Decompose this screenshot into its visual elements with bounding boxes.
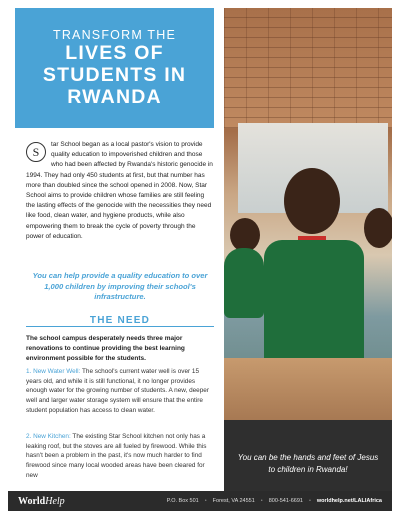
need-item-text: The school's current water well is over 15 years old, and while it is still functional, it no longer provides enough water for the growing number of students. A new, deeper well and larger water storage system will ensure that the entire student population has access to clean water.	[26, 368, 209, 414]
title-line-1: TRANSFORM THE	[52, 28, 176, 42]
need-item-water-well	[26, 367, 214, 416]
student-body-center	[264, 240, 364, 370]
intro-text: tar School began as a local pastor's vision to provide quality education to impoverished children and those who had been affected by Rwanda's historic genocide in 1994. They had only 450 students at first, but that number has more than doubled since the school opened in 2008. Now, Star School aims to provide children whose families are still feeling the lasting effects of the genocide with the necessities they need like food, clean water, and hygiene products, while also empowering them to break the cycle of poverty through the power of education.	[26, 141, 213, 240]
title-line-2: LIVES OF	[65, 42, 164, 64]
title-line-3: STUDENTS IN	[42, 64, 187, 86]
footer-separator: •	[308, 498, 311, 504]
classroom-desk	[224, 358, 392, 420]
callout-quote: You can help provide a quality education to over 1,000 children by improving their school's infrastructure.	[32, 271, 208, 301]
worldhelp-logo	[18, 496, 65, 507]
photo-caption: You can be the hands and feet of Jesus to children in Rwanda!	[224, 420, 392, 508]
need-item-kitchen	[26, 432, 214, 481]
brick-wall	[224, 8, 392, 128]
student-head-right	[364, 208, 392, 248]
dropcap: S	[26, 142, 46, 162]
students-photo	[224, 8, 392, 420]
need-intro: The school campus desperately needs three major renovations to continue providing the best learning environment possible for the students.	[26, 335, 185, 362]
student-body-left	[224, 248, 264, 318]
section-heading-need: THE NEED	[89, 315, 151, 326]
footer-city: Forest, VA 24551	[212, 498, 255, 504]
section-divider	[26, 326, 214, 327]
student-head-center	[284, 168, 340, 234]
footer-website-link[interactable]: worldhelp.net/LALIAfrica	[316, 498, 382, 504]
footer-phone: 800-541-6691	[268, 498, 303, 504]
logo-main: World	[18, 495, 46, 507]
footer-separator: •	[260, 498, 263, 504]
need-item-lead: 1. New Water Well:	[26, 368, 81, 375]
footer-po-box: P.O. Box 501	[166, 498, 199, 504]
title-line-4: RWANDA	[67, 86, 162, 108]
title-banner	[15, 8, 214, 128]
need-item-text: The existing Star School kitchen not only has a leaking roof, but the stoves are all fueled by firewood. While this hasn't been a problem in the past, it's now much harder to find firewood since many local wooded areas have been cleared for new	[26, 433, 207, 479]
intro-paragraph	[26, 140, 214, 242]
footer-separator: •	[204, 498, 207, 504]
student-head-left	[230, 218, 260, 252]
footer-bar	[8, 491, 392, 511]
logo-tail: Help	[45, 495, 65, 507]
footer-contact	[167, 498, 382, 504]
need-item-lead: 2. New Kitchen:	[26, 433, 71, 440]
